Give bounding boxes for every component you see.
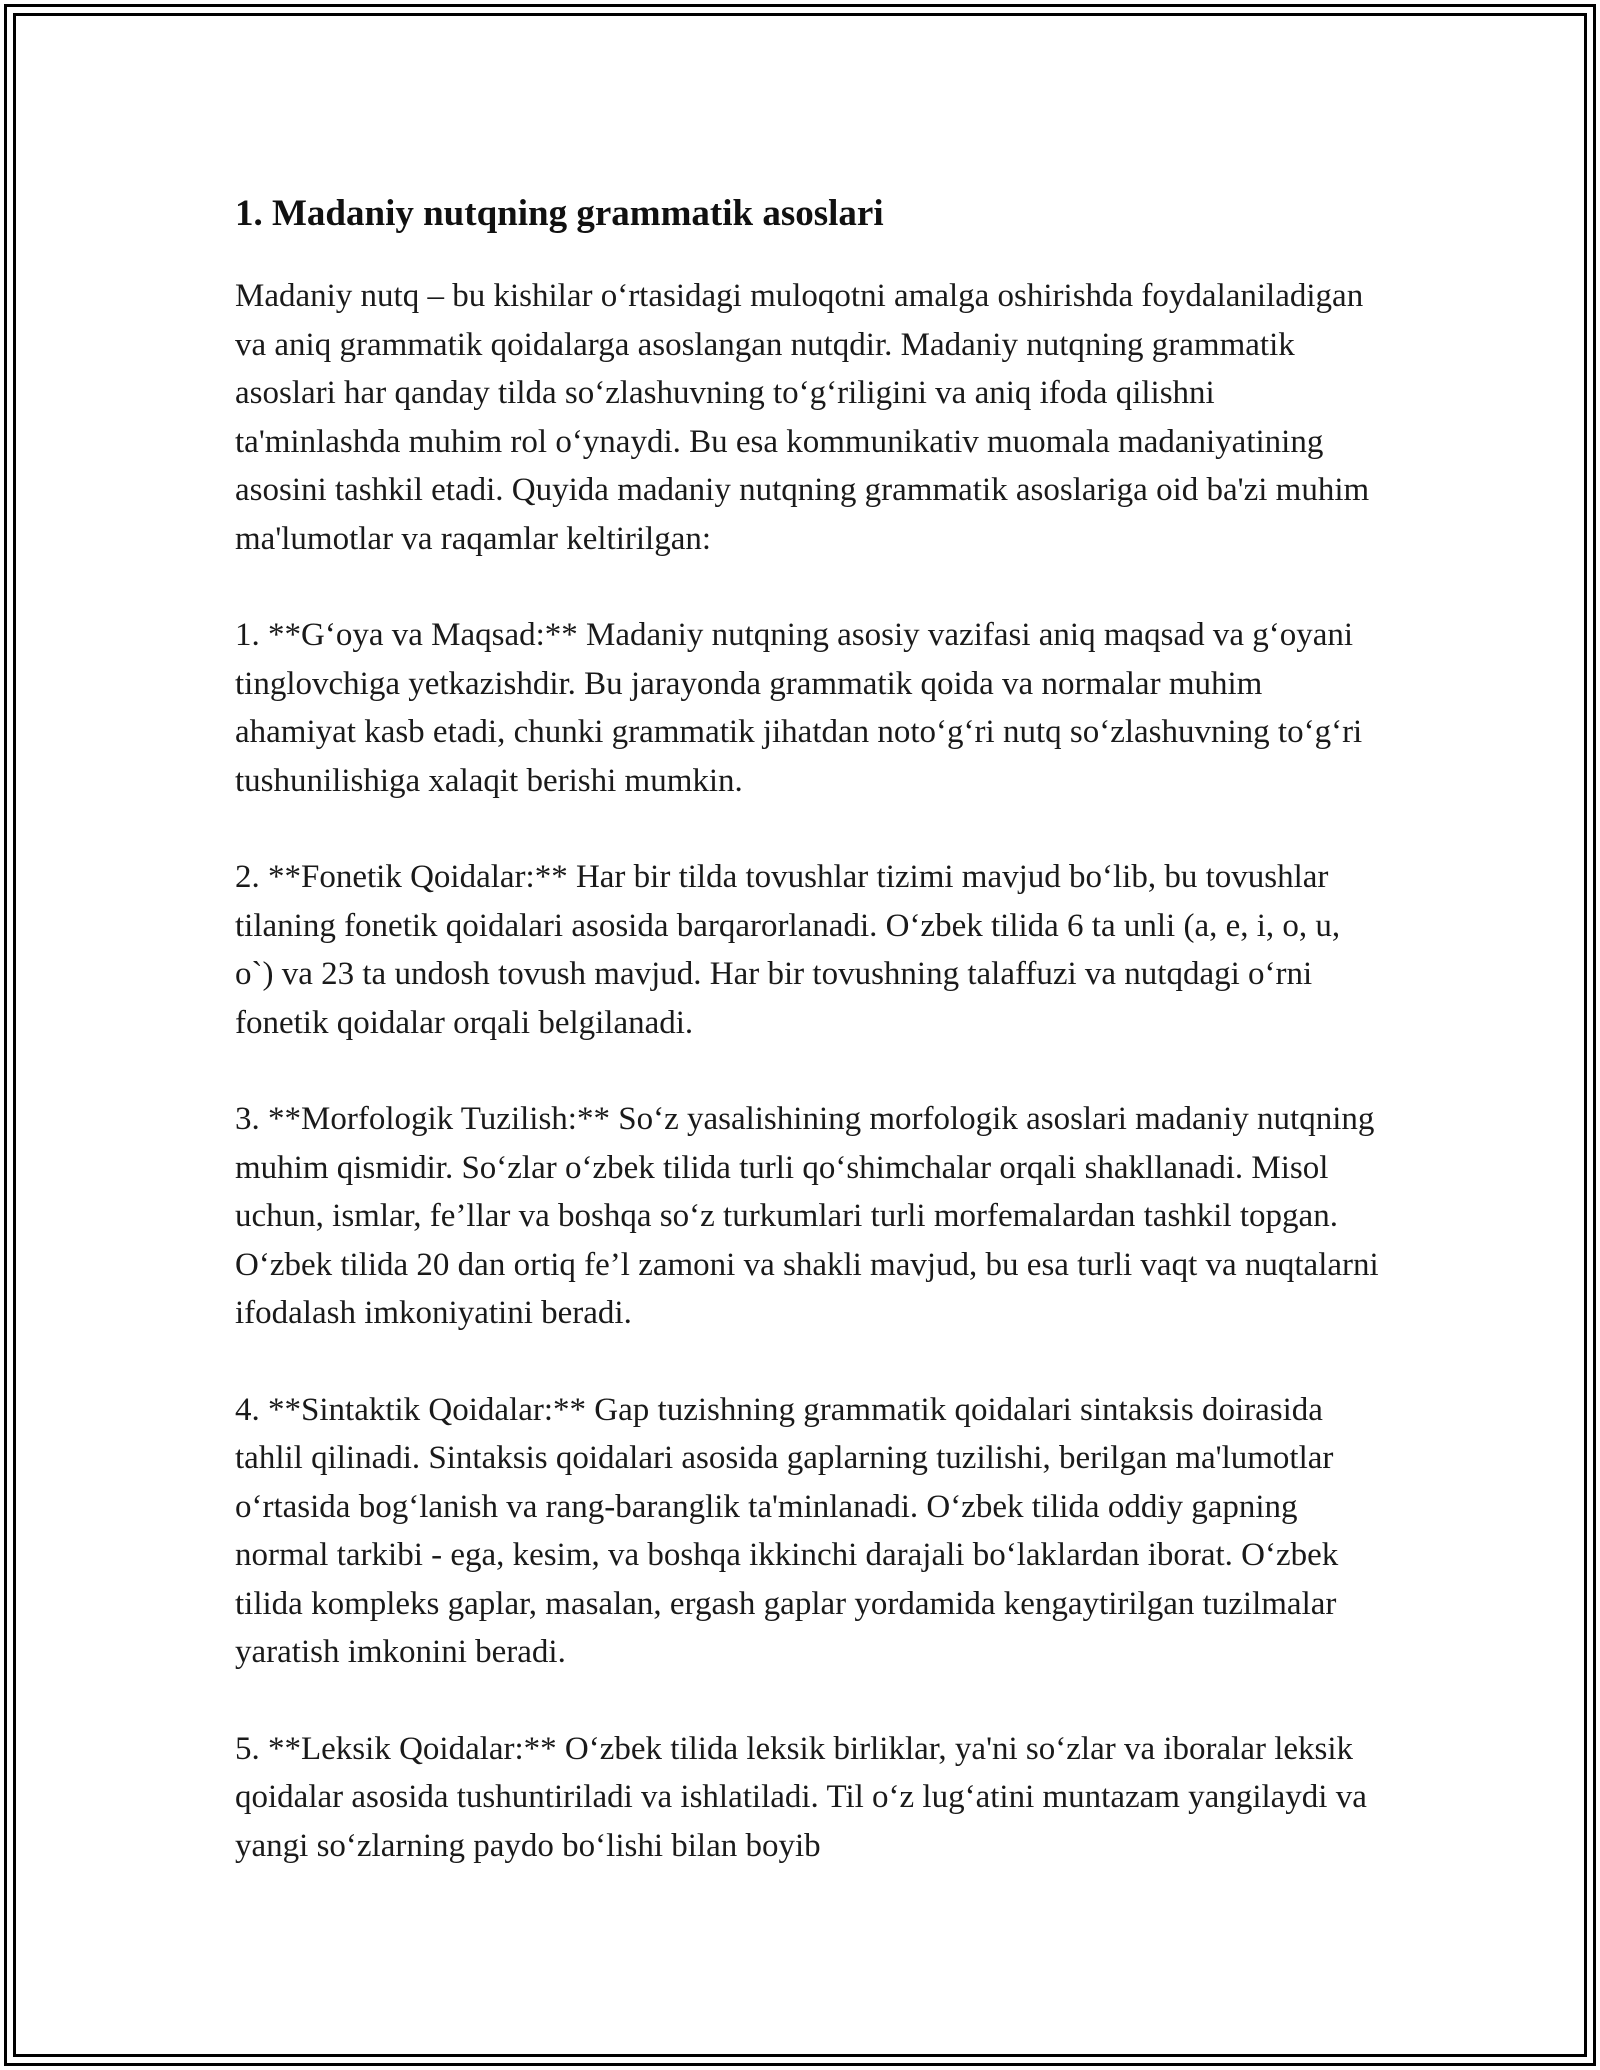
paragraph-sintaktik-qoidalar: 4. **Sintaktik Qoidalar:** Gap tuzishning grammatik qoidalari sintaksis doirasida tahlil qilinadi. Sintaksis qoidalari asosida gaplarning tuzilishi, berilgan ma'lumotlar o‘rtasida bog‘lanish va rang-baranglik ta'minlanadi. O‘zbek tilida oddiy gapning normal tarkibi - ega, kesim, va boshqa ikkinchi darajali bo‘laklardan iborat. O‘zbek tilida kompleks gaplar, masalan, ergash gaplar yordamida kengaytirilgan tuzilmalar yaratish imkonini beradi. bbox=[235, 1391, 1339, 1670]
paragraph-leksik-qoidalar: 5. **Leksik Qoidalar:** O‘zbek tilida leksik birliklar, ya'ni so‘zlar va iboralar leksik qoidalar asosida tushuntiriladi va ishlatiladi. Til o‘z lug‘atini muntazam yangilaydi va yangi so‘zlarning paydo bo‘lishi bilan boyib bbox=[235, 1730, 1367, 1864]
intro-paragraph: Madaniy nutq – bu kishilar o‘rtasidagi muloqotni amalga oshirishda foydalaniladigan va aniq grammatik qoidalarga asoslangan nutqdir. Madaniy nutqning grammatik asoslari har qanday tilda so‘zlashuvning to‘g‘riligini va aniq ifoda qilishni ta'minlashda muhim rol o‘ynaydi. Bu esa kommunikativ muomala madaniyatining asosini tashkil etadi. Quyida madaniy nutqning grammatik asoslariga oid ba'zi muhim ma'lumotlar va raqamlar keltirilgan: bbox=[235, 278, 1370, 557]
section-heading: 1. Madaniy nutqning grammatik asoslari bbox=[235, 193, 884, 234]
paragraph-goya-maqsad: 1. **G‘oya va Maqsad:** Madaniy nutqning asosiy vazifasi aniq maqsad va g‘oyani tinglovchiga yetkazishdir. Bu jarayonda grammatik qoida va normalar muhim ahamiyat kasb etadi, chunki grammatik jihatdan noto‘g‘ri nutq so‘zlashuvning to‘g‘ri tushunilishiga xalaqit berishi mumkin. bbox=[235, 617, 1363, 799]
document-body bbox=[235, 188, 1385, 1870]
paragraph-fonetik-qoidalar: 2. **Fonetik Qoidalar:** Har bir tilda tovushlar tizimi mavjud bo‘lib, bu tovushlar tilaning fonetik qoidalari asosida barqarorlanadi. O‘zbek tilida 6 ta unli (a, e, i, o, u, o`) va 23 ta undosh tovush mavjud. Har bir tovushning talaffuzi va nutqdagi o‘rni fonetik qoidalar orqali belgilanadi. bbox=[235, 859, 1341, 1041]
paragraph-morfologik-tuzilish: 3. **Morfologik Tuzilish:** So‘z yasalishining morfologik asoslari madaniy nutqning muhim qismidir. So‘zlar o‘zbek tilida turli qo‘shimchalar orqali shakllanadi. Misol uchun, ismlar, fe’llar va boshqa so‘z turkumlari turli morfemalardan tashkil topgan. O‘zbek tilida 20 dan ortiq fe’l zamoni va shakli mavjud, bu esa turli vaqt va nuqtalarni ifodalash imkoniyatini beradi. bbox=[235, 1101, 1379, 1331]
